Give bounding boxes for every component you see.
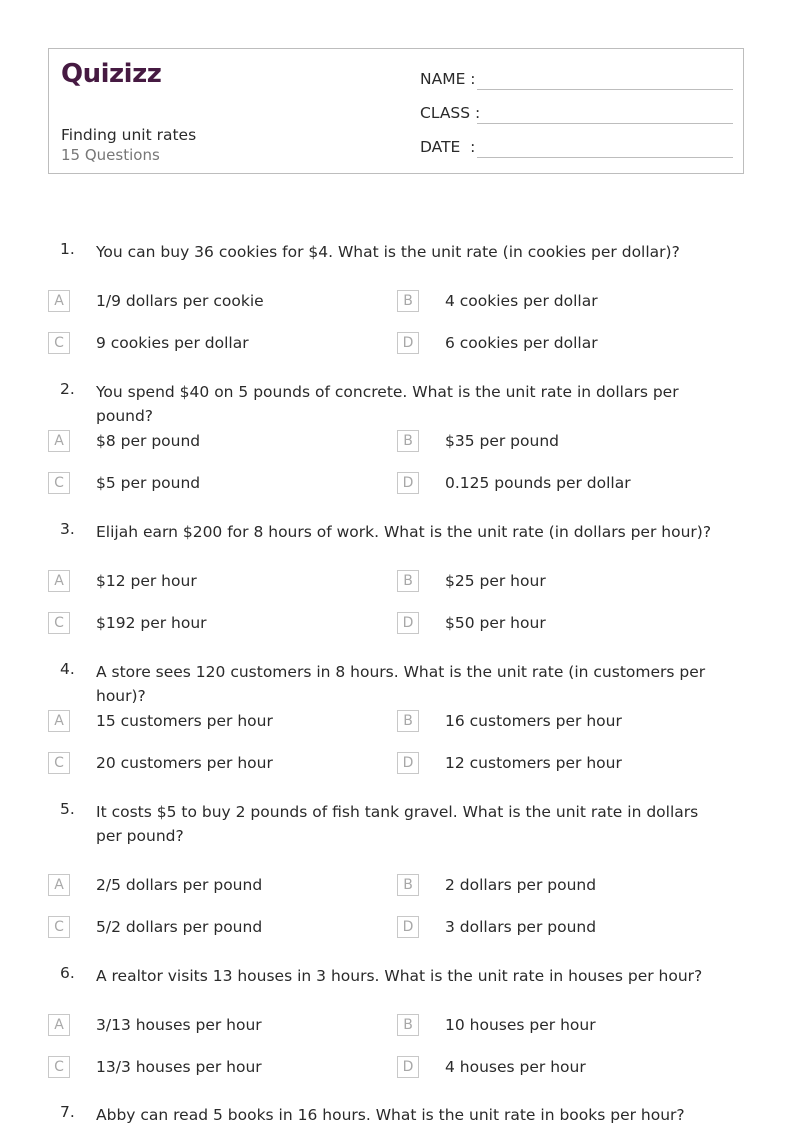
name-line[interactable]: [477, 89, 733, 90]
option-text: $25 per hour: [445, 572, 546, 590]
option-text: $5 per pound: [96, 474, 201, 492]
answer-option-a[interactable]: [48, 290, 378, 314]
question-number: 6.: [60, 964, 75, 982]
answer-option-d[interactable]: [397, 1056, 727, 1080]
option-text: $8 per pound: [96, 432, 201, 450]
option-letter-box[interactable]: C: [48, 332, 70, 354]
option-text: 13/3 houses per hour: [96, 1058, 262, 1076]
question-number: 2.: [60, 380, 75, 398]
option-text: 1/9 dollars per cookie: [96, 292, 264, 310]
answer-option-b[interactable]: [397, 290, 727, 314]
answer-option-b[interactable]: [397, 570, 727, 594]
option-text: 9 cookies per dollar: [96, 334, 249, 352]
answer-option-a[interactable]: [48, 874, 378, 898]
option-letter-box[interactable]: D: [397, 752, 419, 774]
answer-option-c[interactable]: [48, 1056, 378, 1080]
answer-option-d[interactable]: [397, 916, 727, 940]
option-letter-box[interactable]: A: [48, 570, 70, 592]
option-text: $192 per hour: [96, 614, 207, 632]
option-text: 15 customers per hour: [96, 712, 273, 730]
question-text: You spend $40 on 5 pounds of concrete. What is the unit rate in dollars per pound?: [96, 383, 679, 425]
option-letter-box[interactable]: A: [48, 290, 70, 312]
option-letter-box[interactable]: A: [48, 874, 70, 896]
option-text: 6 cookies per dollar: [445, 334, 598, 352]
question-count: 15 Questions: [61, 146, 160, 164]
answer-option-c[interactable]: [48, 332, 378, 356]
question-number: 7.: [60, 1103, 75, 1121]
worksheet-header: [48, 48, 744, 174]
date-label: DATE :: [420, 138, 476, 156]
option-text: 3 dollars per pound: [445, 918, 597, 936]
option-letter-box[interactable]: A: [48, 430, 70, 452]
date-field[interactable]: [420, 135, 733, 159]
option-letter-box[interactable]: A: [48, 710, 70, 732]
question-text: It costs $5 to buy 2 pounds of fish tank gravel. What is the unit rate in dollars per pound?: [96, 803, 699, 845]
class-line[interactable]: [477, 123, 733, 124]
option-text: 16 customers per hour: [445, 712, 622, 730]
answer-option-d[interactable]: [397, 752, 727, 776]
option-text: $12 per hour: [96, 572, 197, 590]
class-field[interactable]: [420, 101, 733, 125]
worksheet-title: Finding unit rates: [61, 126, 197, 144]
name-label: NAME :: [420, 70, 476, 88]
option-text: 10 houses per hour: [445, 1016, 596, 1034]
option-text: 2/5 dollars per pound: [96, 876, 263, 894]
answer-option-b[interactable]: [397, 874, 727, 898]
option-letter-box[interactable]: C: [48, 1056, 70, 1078]
answer-option-c[interactable]: [48, 916, 378, 940]
question-number: 3.: [60, 520, 75, 538]
option-letter-box[interactable]: D: [397, 1056, 419, 1078]
option-letter-box[interactable]: C: [48, 472, 70, 494]
answer-option-c[interactable]: [48, 752, 378, 776]
option-letter-box[interactable]: D: [397, 332, 419, 354]
option-letter-box[interactable]: B: [397, 430, 419, 452]
option-letter-box[interactable]: C: [48, 752, 70, 774]
option-letter-box[interactable]: B: [397, 1014, 419, 1036]
question-text: A store sees 120 customers in 8 hours. What is the unit rate (in customers per hour)?: [96, 663, 706, 705]
date-line[interactable]: [477, 157, 733, 158]
option-letter-box[interactable]: C: [48, 612, 70, 634]
answer-option-d[interactable]: [397, 612, 727, 636]
option-text: 12 customers per hour: [445, 754, 622, 772]
answer-option-c[interactable]: [48, 612, 378, 636]
option-text: $50 per hour: [445, 614, 546, 632]
answer-option-a[interactable]: [48, 1014, 378, 1038]
option-text: 0.125 pounds per dollar: [445, 474, 631, 492]
question-number: 4.: [60, 660, 75, 678]
answer-option-b[interactable]: [397, 1014, 727, 1038]
class-label: CLASS :: [420, 104, 481, 122]
option-text: 20 customers per hour: [96, 754, 273, 772]
option-text: 3/13 houses per hour: [96, 1016, 262, 1034]
option-letter-box[interactable]: B: [397, 290, 419, 312]
answer-option-d[interactable]: [397, 472, 727, 496]
option-letter-box[interactable]: B: [397, 874, 419, 896]
question-text: Elijah earn $200 for 8 hours of work. What is the unit rate (in dollars per hour)?: [96, 523, 712, 541]
option-letter-box[interactable]: C: [48, 916, 70, 938]
option-letter-box[interactable]: D: [397, 916, 419, 938]
option-letter-box[interactable]: D: [397, 612, 419, 634]
option-text: 2 dollars per pound: [445, 876, 597, 894]
answer-option-c[interactable]: [48, 472, 378, 496]
option-letter-box[interactable]: D: [397, 472, 419, 494]
quizizz-logo: Quizizz: [61, 59, 162, 89]
option-letter-box[interactable]: B: [397, 570, 419, 592]
answer-option-a[interactable]: [48, 430, 378, 454]
answer-option-b[interactable]: [397, 430, 727, 454]
answer-option-d[interactable]: [397, 332, 727, 356]
question-text: Abby can read 5 books in 16 hours. What is the unit rate in books per hour?: [96, 1106, 685, 1124]
option-text: $35 per pound: [445, 432, 559, 450]
option-text: 4 cookies per dollar: [445, 292, 598, 310]
option-text: 4 houses per hour: [445, 1058, 586, 1076]
option-letter-box[interactable]: A: [48, 1014, 70, 1036]
answer-option-b[interactable]: [397, 710, 727, 734]
question-text: You can buy 36 cookies for $4. What is the unit rate (in cookies per dollar)?: [96, 243, 680, 261]
question-number: 1.: [60, 240, 75, 258]
question-number: 5.: [60, 800, 75, 818]
question-text: A realtor visits 13 houses in 3 hours. What is the unit rate in houses per hour?: [96, 967, 703, 985]
answer-option-a[interactable]: [48, 570, 378, 594]
answer-option-a[interactable]: [48, 710, 378, 734]
option-text: 5/2 dollars per pound: [96, 918, 263, 936]
option-letter-box[interactable]: B: [397, 710, 419, 732]
name-field[interactable]: [420, 67, 733, 91]
